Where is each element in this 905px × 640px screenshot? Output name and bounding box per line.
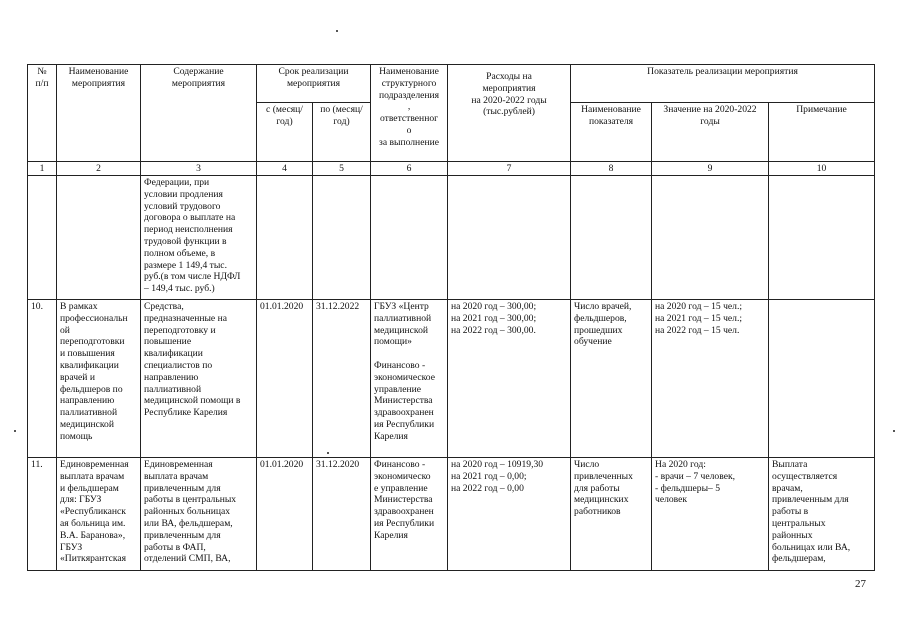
row-to-date <box>313 176 371 300</box>
header-row-1 <box>28 65 875 103</box>
header-from: с (месяц/ год) <box>257 103 313 162</box>
row-measure-content: Единовременная выплата врачам привлеченным для работы в центральных районных больницах или ВА, фельдшерам, привлеченным для работы в ФАП, отделений СМП, ВА, <box>141 458 257 571</box>
column-number: 1 <box>28 162 57 176</box>
row-note <box>769 176 875 300</box>
row-department <box>371 176 448 300</box>
row-number: 11. <box>28 458 57 571</box>
page-number: 27 <box>855 578 866 590</box>
row-note <box>769 300 875 458</box>
row-measure-name: Единовременная выплата врачам и фельдшерам для: ГБУЗ «Республиканск ая больница им. В.А. Баранова», ГБУЗ «Питкярантская <box>57 458 141 571</box>
header-department: Наименование структурного подразделения , ответственног о за выполнение <box>371 65 448 162</box>
header-term-group: Срок реализации мероприятия <box>257 65 371 103</box>
column-number: 3 <box>141 162 257 176</box>
row-department: Финансово - экономическо е управление Министерства здравоохранен ия Республики Карелия <box>371 458 448 571</box>
row-to-date: 31.12.2022 <box>313 300 371 458</box>
row-note: Выплата осуществляется врачам, привлеченным для работы в центральных районных больницах или ВА, фельдшерам, <box>769 458 875 571</box>
row-measure-content: Федерации, при условии продления условий трудового договора о выплате на период неисполнения трудовой функции в полном объеме, в размере 1 149,4 тыс. руб.(в том числе НДФЛ – 149,4 тыс. руб.) <box>141 176 257 300</box>
row-indicator-value <box>652 176 769 300</box>
header-indicator-group: Показатель реализации мероприятия <box>571 65 875 103</box>
column-number: 2 <box>57 162 141 176</box>
row-indicator-value: на 2020 год – 15 чел.; на 2021 год – 15 чел.; на 2022 год – 15 чел. <box>652 300 769 458</box>
header-to: по (месяц/ год) <box>313 103 371 162</box>
header-note: Примечание <box>769 103 875 162</box>
table-row <box>28 300 875 458</box>
row-indicator-name: Число врачей, фельдшеров, прошедших обучение <box>571 300 652 458</box>
scan-speck <box>336 30 338 32</box>
header-expenses: Расходы на мероприятия на 2020-2022 годы (тыс.рублей) <box>448 65 571 162</box>
column-number: 7 <box>448 162 571 176</box>
row-measure-name: В рамках профессиональн ой переподготовки и повышения квалификации врачей и фельдшеров по направлению паллиативной медицинской помощь <box>57 300 141 458</box>
header-indicator-value: Значение на 2020-2022 годы <box>652 103 769 162</box>
row-from-date: 01.01.2020 <box>257 458 313 571</box>
row-number <box>28 176 57 300</box>
table-row <box>28 176 875 300</box>
column-number: 8 <box>571 162 652 176</box>
scan-speck <box>327 452 329 454</box>
row-to-date: 31.12.2020 <box>313 458 371 571</box>
header-measure-content: Содержание мероприятия <box>141 65 257 162</box>
column-number: 9 <box>652 162 769 176</box>
header-no: № п/п <box>28 65 57 162</box>
table-row <box>28 458 875 571</box>
column-number: 10 <box>769 162 875 176</box>
row-indicator-name: Число привлеченных для работы медицинских работников <box>571 458 652 571</box>
header-measure-name: Наименование мероприятия <box>57 65 141 162</box>
row-indicator-value: На 2020 год: - врачи – 7 человек, - фельдшеры– 5 человек <box>652 458 769 571</box>
column-number: 4 <box>257 162 313 176</box>
row-number: 10. <box>28 300 57 458</box>
row-from-date: 01.01.2020 <box>257 300 313 458</box>
column-number: 5 <box>313 162 371 176</box>
row-expenses: на 2020 год – 300,00; на 2021 год – 300,00; на 2022 год – 300,00. <box>448 300 571 458</box>
row-from-date <box>257 176 313 300</box>
header-indicator-name: Наименование показателя <box>571 103 652 162</box>
row-expenses <box>448 176 571 300</box>
row-measure-name <box>57 176 141 300</box>
column-number-row <box>28 162 875 176</box>
row-measure-content: Средства, предназначенные на переподготовку и повышение квалификации специалистов по направлению паллиативной медицинской помощи в Республике Карелия <box>141 300 257 458</box>
row-indicator-name <box>571 176 652 300</box>
column-number: 6 <box>371 162 448 176</box>
scan-speck <box>14 430 16 432</box>
row-expenses: на 2020 год – 10919,30 на 2021 год – 0,00; на 2022 год – 0,00 <box>448 458 571 571</box>
row-department: ГБУЗ «Центр паллиативной медицинской помощи» Финансово - экономическое управление Министерства здравоохранен ия Республики Карелия <box>371 300 448 458</box>
scan-speck <box>893 430 895 432</box>
measures-table <box>27 64 875 571</box>
